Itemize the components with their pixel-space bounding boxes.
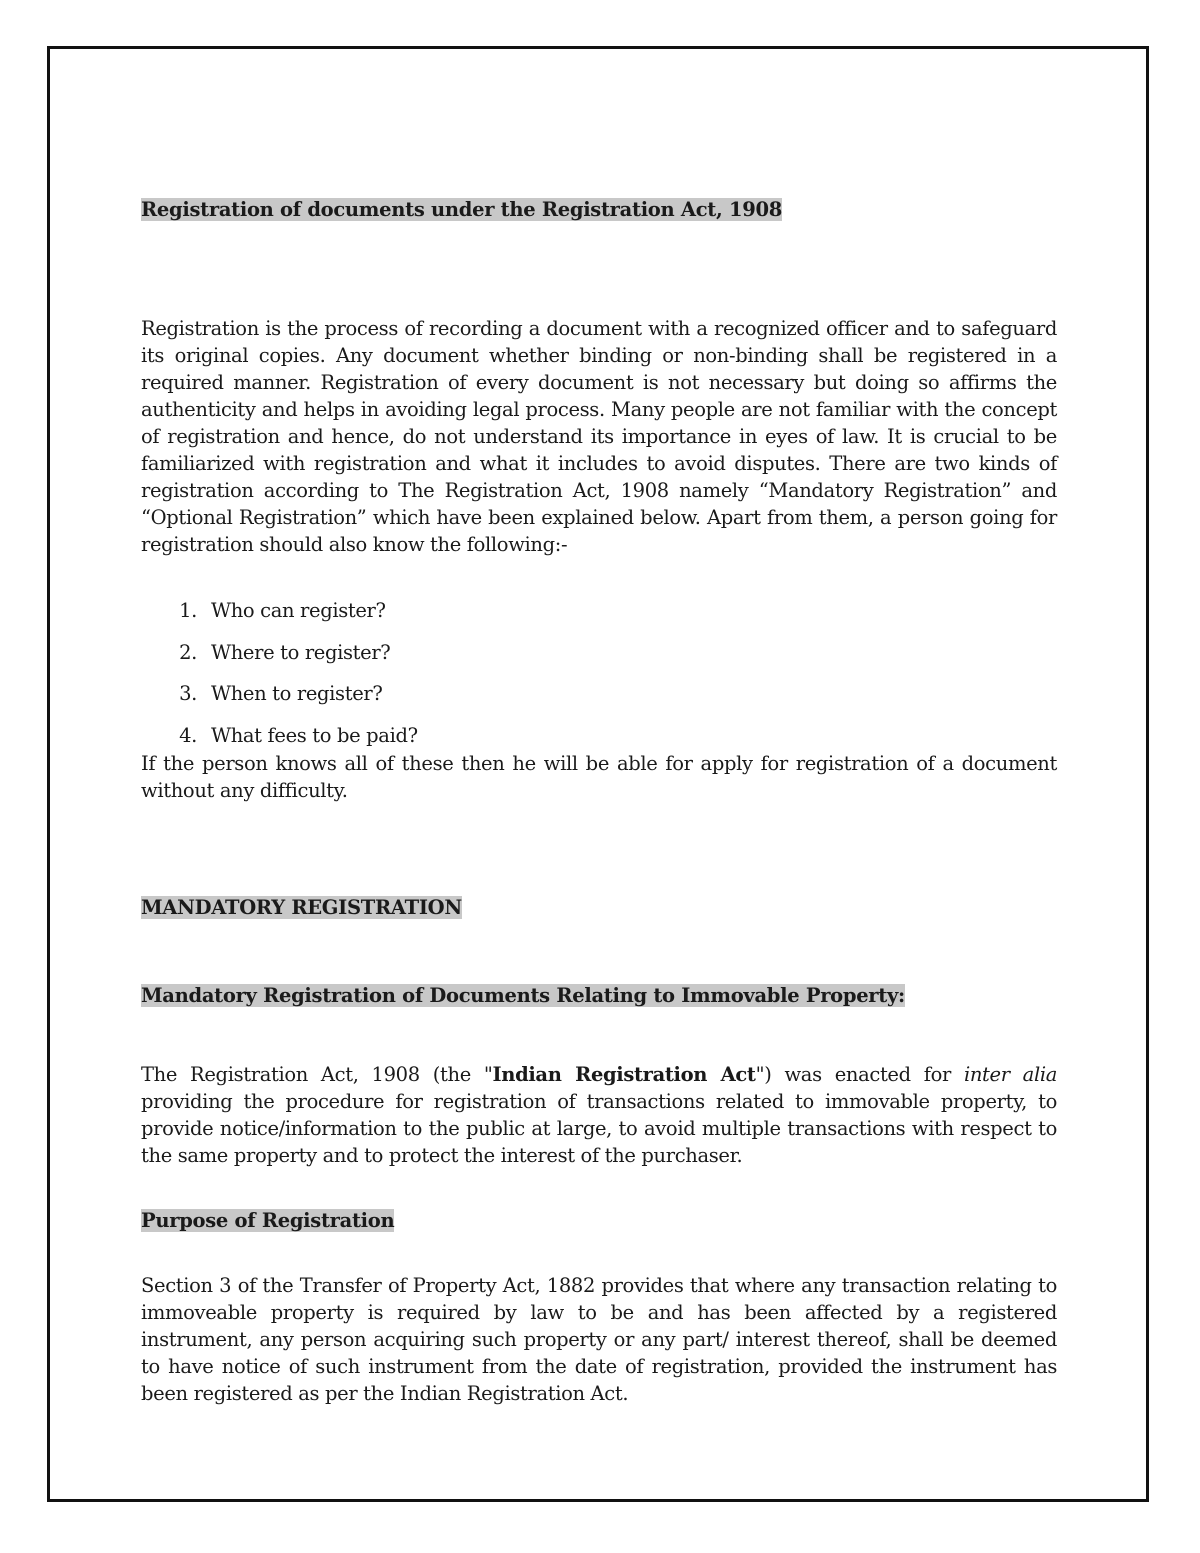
after-list-paragraph: If the person knows all of these then he will be able for apply for registration of a document without any difficulty. bbox=[141, 752, 1057, 802]
mandatory-registration-heading: MANDATORY REGISTRATION bbox=[141, 896, 462, 919]
inter-alia-term: inter alia bbox=[963, 1063, 1057, 1086]
questions-list bbox=[141, 597, 1057, 763]
indian-registration-act-term: Indian Registration Act bbox=[492, 1063, 756, 1086]
immovable-property-heading: Mandatory Registration of Documents Relating to Immovable Property: bbox=[141, 984, 905, 1007]
list-item: 3. When to register? bbox=[179, 682, 383, 705]
purpose-heading: Purpose of Registration bbox=[141, 1209, 395, 1232]
document-title: Registration of documents under the Registration Act, 1908 bbox=[141, 198, 783, 221]
list-item: 1. Who can register? bbox=[179, 599, 386, 622]
registration-act-paragraph: The Registration Act, 1908 (the "Indian Registration Act") was enacted for inter alia providing the procedure for registration of transactions related to immovable property, to provide notice/information to the public at large, to avoid multiple transactions with respect to the same property and to protect the interest of the purchaser. bbox=[141, 1063, 1057, 1167]
list-item: 2. Where to register? bbox=[179, 640, 391, 664]
intro-paragraph: Registration is the process of recording a document with a recognized officer and to safeguard its original copies. Any document whether binding or non-binding shall be registered in a required manner. Registration of every document is not necessary but doing so affirms the authenticity and helps in avoiding legal process. Many people are not familiar with the concept of registration and hence, do not understand its importance in eyes of law. It is crucial to be familiarized with registration and what it includes to avoid disputes. There are two kinds of registration according to The Registration Act, 1908 namely “Mandatory Registration” and “Optional Registration” which have been explained below. Apart from them, a person going for registration should also know the following:- bbox=[141, 317, 1057, 556]
purpose-paragraph: Section 3 of the Transfer of Property Act, 1882 provides that where any transaction relating to immoveable property is required by law to be and has been affected by a registered instrument, any person acquiring such property or any part/ interest thereof, shall be deemed to have notice of such instrument from the date of registration, provided the instrument has been registered as per the Indian Registration Act. bbox=[141, 1274, 1057, 1405]
list-item: 4. What fees to be paid? bbox=[179, 723, 418, 747]
